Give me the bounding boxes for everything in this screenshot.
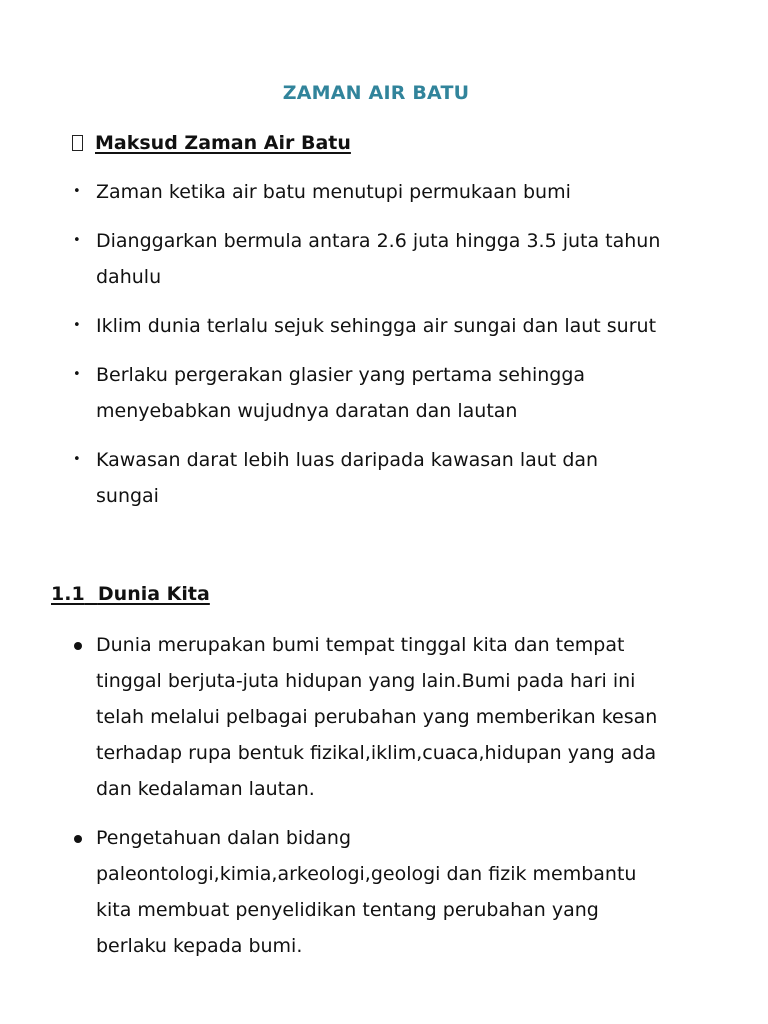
list-item-line: Iklim dunia terlalu sejuk sehingga air sungai dan laut surut bbox=[96, 315, 657, 337]
maksud-list bbox=[0, 174, 700, 514]
section-number: 1.1 bbox=[51, 583, 85, 605]
dunia-kita-list bbox=[0, 627, 700, 964]
list-item-line: dahulu bbox=[96, 266, 162, 288]
section-heading-label: Dunia Kita bbox=[97, 583, 210, 605]
list-item-line: Zaman ketika air batu menutupi permukaan bumi bbox=[96, 181, 571, 203]
bullet-icon bbox=[74, 835, 82, 843]
list-item-line: sungai bbox=[96, 485, 159, 507]
list-item-line: tinggal berjuta-juta hidupan yang lain.Bumi pada hari ini bbox=[96, 670, 636, 692]
section-heading-label: Maksud Zaman Air Batu bbox=[95, 132, 351, 154]
list-item bbox=[0, 174, 700, 210]
bullet-icon: • bbox=[73, 233, 81, 248]
list-item-line: Pengetahuan dalan bidang bbox=[96, 827, 352, 849]
list-item-line: menyebabkan wujudnya daratan dan lautan bbox=[96, 400, 518, 422]
document-title: ZAMAN AIR BATU bbox=[282, 82, 470, 104]
list-item-line: berlaku kepada bumi. bbox=[96, 935, 303, 957]
list-item-line: paleontologi,kimia,arkeologi,geologi dan fizik membantu bbox=[96, 863, 637, 885]
list-item bbox=[0, 627, 700, 807]
section-heading-dunia-kita bbox=[51, 583, 210, 605]
list-item-line: terhadap rupa bentuk fizikal,iklim,cuaca,hidupan yang ada bbox=[96, 742, 657, 764]
bullet-icon: • bbox=[73, 452, 81, 467]
bullet-icon: • bbox=[73, 367, 81, 382]
list-item bbox=[0, 820, 700, 964]
list-item bbox=[0, 442, 700, 514]
list-item-line: Berlaku pergerakan glasier yang pertama sehingga bbox=[96, 364, 586, 386]
checkbox-glyph-icon bbox=[72, 135, 83, 151]
list-item-line: dan kedalaman lautan. bbox=[96, 778, 315, 800]
bullet-icon bbox=[74, 642, 82, 650]
list-item-line: kita membuat penyelidikan tentang perubahan yang bbox=[96, 899, 599, 921]
list-item bbox=[0, 223, 700, 295]
list-item-line: Dunia merupakan bumi tempat tinggal kita dan tempat bbox=[96, 634, 625, 656]
bullet-icon: • bbox=[73, 184, 81, 199]
bullet-icon: • bbox=[73, 318, 81, 333]
list-item-line: telah melalui pelbagai perubahan yang memberikan kesan bbox=[96, 706, 658, 728]
list-item-line: Kawasan darat lebih luas daripada kawasan laut dan bbox=[96, 449, 599, 471]
list-item-line: Dianggarkan bermula antara 2.6 juta hingga 3.5 juta tahun bbox=[96, 230, 661, 252]
list-item bbox=[0, 308, 700, 344]
list-item bbox=[0, 357, 700, 429]
section-heading-maksud bbox=[72, 132, 351, 154]
